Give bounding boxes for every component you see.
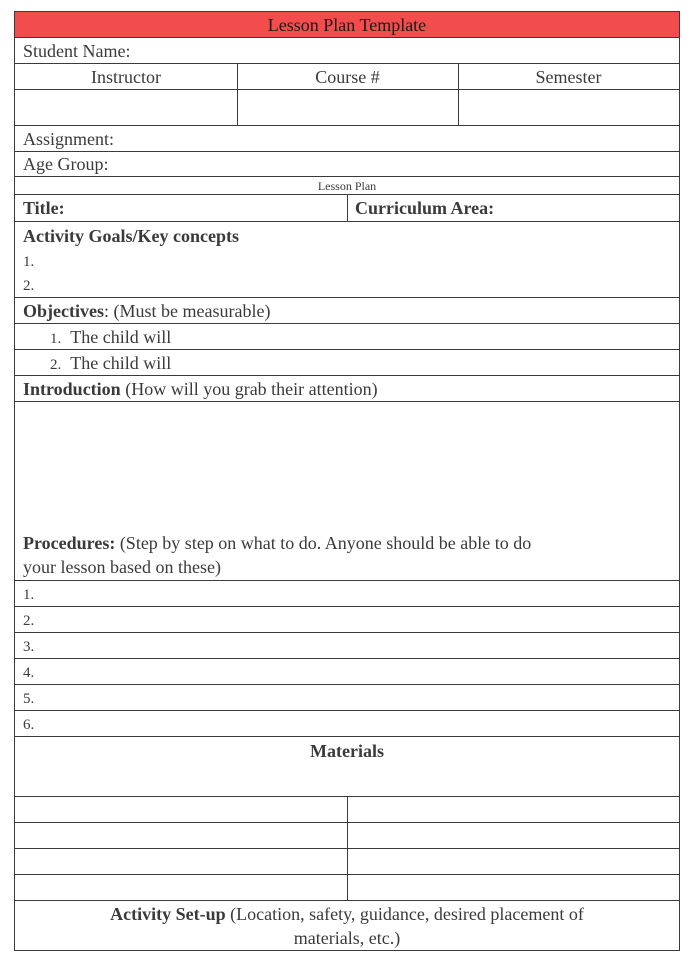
materials-heading: Materials (310, 741, 384, 761)
materials-cell[interactable] (347, 797, 679, 822)
introduction-note: (How will you grab their attention) (120, 379, 378, 399)
materials-cell[interactable] (347, 875, 679, 900)
semester-header-cell (458, 64, 679, 89)
course-value-cell[interactable] (237, 90, 458, 125)
materials-row (15, 849, 679, 875)
procedure-row[interactable] (15, 633, 679, 659)
objective-row[interactable] (15, 350, 679, 376)
activity-setup-heading: Activity Set-up (110, 904, 226, 924)
goal-item: 2. (23, 278, 35, 294)
curriculum-label: Curriculum Area: (355, 198, 495, 218)
student-name-label: Student Name: (23, 41, 131, 61)
activity-goals-section[interactable] (15, 222, 679, 298)
materials-cell[interactable] (15, 875, 347, 900)
objective-text: The child will (70, 353, 172, 373)
procedures-note-line2: your lesson based on these) (23, 557, 221, 577)
objective-text: The child will (70, 327, 172, 347)
introduction-heading-line (23, 378, 378, 400)
objective-item (50, 326, 171, 350)
objectives-heading-row (15, 298, 679, 324)
title-cell[interactable] (15, 195, 347, 221)
goal-item: 1. (23, 254, 35, 270)
materials-cell[interactable] (15, 849, 347, 874)
materials-heading-row (15, 737, 679, 797)
procedure-row[interactable] (15, 607, 679, 633)
semester-value-cell[interactable] (458, 90, 679, 125)
age-group-row[interactable] (15, 152, 679, 177)
form-title: Lesson Plan Template (267, 15, 427, 35)
materials-cell[interactable] (15, 797, 347, 822)
procedure-row[interactable] (15, 685, 679, 711)
procedures-heading: Procedures: (23, 533, 116, 553)
info-values-row (15, 90, 679, 126)
materials-row (15, 823, 679, 849)
age-group-label: Age Group: (23, 154, 109, 174)
assignment-label: Assignment: (23, 129, 115, 149)
lesson-plan-subheader (15, 177, 679, 195)
introduction-heading: Introduction (23, 379, 121, 399)
instructor-header: Instructor (91, 67, 161, 87)
instructor-value-cell[interactable] (15, 90, 237, 125)
procedure-number: 4. (23, 665, 35, 681)
activity-setup-note: (Location, safety, guidance, desired placement of (225, 904, 584, 924)
activity-setup-section[interactable] (15, 901, 679, 950)
procedure-row[interactable] (15, 581, 679, 607)
instructor-header-cell (15, 64, 237, 89)
title-label: Title: (23, 198, 65, 218)
objective-number: 2. (50, 357, 62, 373)
materials-row (15, 797, 679, 823)
procedure-number: 1. (23, 587, 35, 603)
semester-header: Semester (535, 67, 602, 87)
curriculum-cell[interactable] (347, 195, 679, 221)
objectives-heading-line (23, 300, 270, 322)
materials-cell[interactable] (347, 823, 679, 848)
introduction-body[interactable] (15, 402, 679, 530)
objective-row[interactable] (15, 324, 679, 350)
activity-goals-heading: Activity Goals/Key concepts (23, 226, 239, 246)
objective-number: 1. (50, 331, 62, 347)
materials-cell[interactable] (347, 849, 679, 874)
lesson-plan-label: Lesson Plan (317, 179, 377, 193)
materials-row (15, 875, 679, 901)
procedure-number: 2. (23, 613, 35, 629)
procedures-heading-line (23, 532, 531, 554)
procedure-row[interactable] (15, 659, 679, 685)
student-name-row[interactable] (15, 38, 679, 64)
objectives-heading: Objectives (23, 301, 104, 321)
title-curriculum-row (15, 195, 679, 222)
objectives-note: : (Must be measurable) (103, 301, 271, 321)
procedures-heading-row (15, 530, 679, 581)
materials-cell[interactable] (15, 823, 347, 848)
procedure-number: 6. (23, 717, 35, 733)
lesson-plan-form (14, 11, 680, 951)
activity-setup-line1 (15, 903, 679, 925)
assignment-row[interactable] (15, 126, 679, 152)
info-header-row (15, 64, 679, 90)
course-header: Course # (315, 67, 380, 87)
introduction-heading-row (15, 376, 679, 402)
procedures-note: (Step by step on what to do. Anyone should be able to do (115, 533, 532, 553)
procedure-number: 3. (23, 639, 35, 655)
activity-setup-line2: materials, etc.) (293, 928, 401, 948)
procedure-row[interactable] (15, 711, 679, 737)
procedure-number: 5. (23, 691, 35, 707)
objective-item (50, 352, 171, 376)
form-title-bar (15, 12, 679, 38)
course-header-cell (237, 64, 458, 89)
